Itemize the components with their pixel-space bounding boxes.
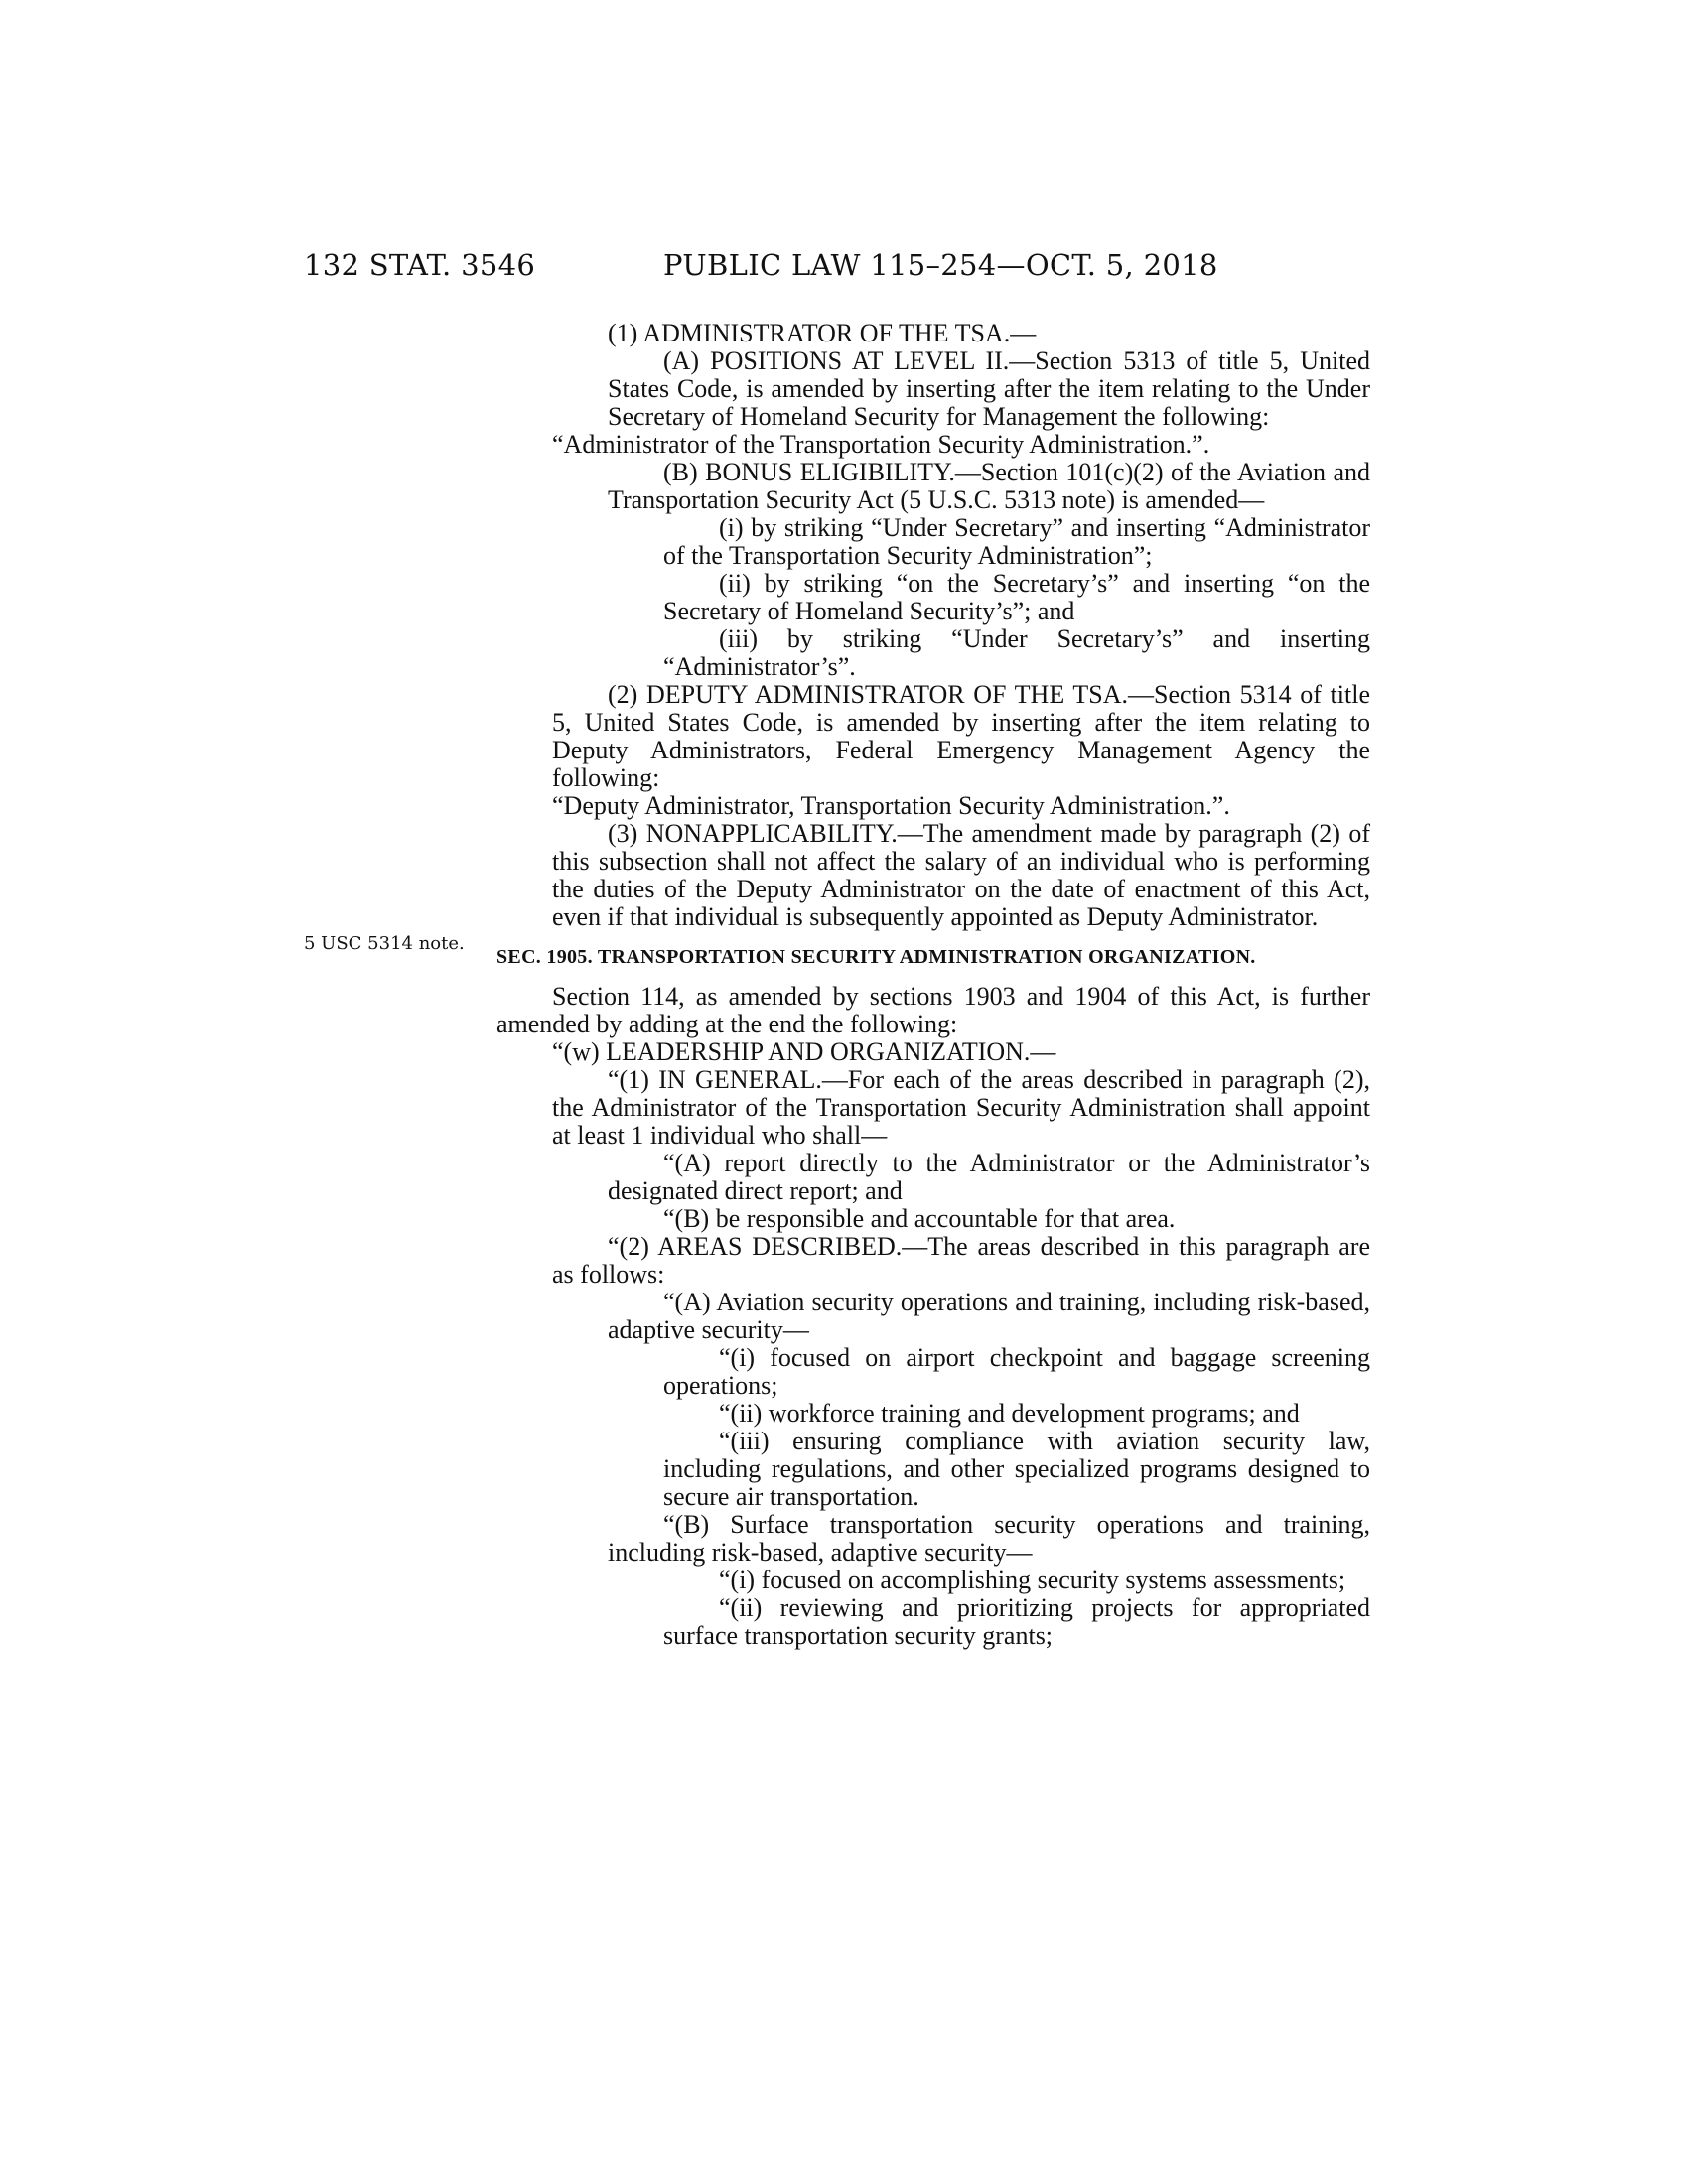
paragraph: “Deputy Administrator, Transportation Security Administration.”.: [552, 791, 1230, 820]
paragraph: (2) DEPUTY ADMINISTRATOR OF THE TSA.—Section 5314 of title 5, United States Code, is amended by inserting after the item relating to Deputy Administrators, Federal Emergency Management Agency the following:: [552, 680, 1370, 792]
running-title: PUBLIC LAW 115–254—OCT. 5, 2018: [663, 248, 1218, 282]
paragraph: (3) NONAPPLICABILITY.—The amendment made by paragraph (2) of this subsection shall not affect the salary of an individual who is performing the duties of the Deputy Administrator on the date of enactment of this Act, even if that individual is subsequently appointed as Deputy Administrator.: [552, 819, 1370, 931]
paragraph: “(B) Surface transportation security operations and training, including risk-based, adaptive security—: [608, 1510, 1370, 1567]
paragraph: “(i) focused on accomplishing security systems assessments;: [719, 1566, 1346, 1594]
paragraph: “(1) IN GENERAL.—For each of the areas described in paragraph (2), the Administrator of the Transportation Security Administration shall appoint at least 1 individual who shall—: [552, 1065, 1370, 1150]
paragraph: (A) POSITIONS AT LEVEL II.—Section 5313 of title 5, United States Code, is amended by inserting after the item relating to the Under Secretary of Homeland Security for Management the following:: [608, 346, 1370, 431]
paragraph: “(i) focused on airport checkpoint and baggage screening operations;: [663, 1343, 1370, 1400]
paragraph: (iii) by striking “Under Secretary’s” and inserting “Administrator’s”.: [663, 624, 1370, 681]
page-header: [304, 248, 1376, 292]
paragraph: “(w) LEADERSHIP AND ORGANIZATION.—: [552, 1037, 1056, 1066]
paragraph: “(A) report directly to the Administrator or the Administrator’s designated direct report; and: [608, 1149, 1370, 1205]
paragraph: “(A) Aviation security operations and training, including risk-based, adaptive security—: [608, 1288, 1370, 1344]
paragraph: (ii) by striking “on the Secretary’s” and inserting “on the Secretary of Homeland Security’s”; and: [663, 569, 1370, 625]
paragraph: (B) BONUS ELIGIBILITY.—Section 101(c)(2) of the Aviation and Transportation Security Act (5 U.S.C. 5313 note) is amended—: [608, 458, 1370, 514]
paragraph: “(iii) ensuring compliance with aviation security law, including regulations, and other specialized programs designed to secure air transportation.: [663, 1427, 1370, 1511]
paragraph: “(ii) workforce training and development programs; and: [719, 1399, 1300, 1428]
paragraph: “Administrator of the Transportation Security Administration.”.: [552, 430, 1210, 459]
paragraph: “(2) AREAS DESCRIBED.—The areas described in this paragraph are as follows:: [552, 1232, 1370, 1289]
paragraph: (1) ADMINISTRATOR OF THE TSA.—: [608, 319, 1037, 347]
paragraph: “(B) be responsible and accountable for that area.: [663, 1204, 1176, 1233]
paragraph: (i) by striking “Under Secretary” and inserting “Administrator of the Transportation Security Administration”;: [663, 513, 1370, 570]
margin-note: 5 USC 5314 note.: [304, 933, 465, 954]
document-body: [496, 320, 1370, 1650]
paragraph: “(ii) reviewing and prioritizing projects for appropriated surface transportation security grants;: [663, 1593, 1370, 1650]
paragraph: Section 114, as amended by sections 1903 and 1904 of this Act, is further amended by adding at the end the following:: [496, 982, 1370, 1038]
page-number: 132 STAT. 3546: [304, 248, 536, 282]
section-heading: SEC. 1905. TRANSPORTATION SECURITY ADMINISTRATION ORGANIZATION.: [496, 946, 1256, 968]
